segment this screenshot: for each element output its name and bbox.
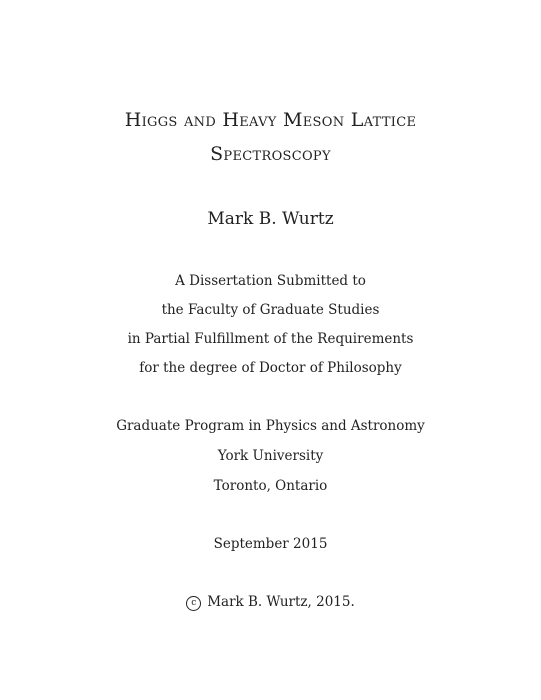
submission-date: September 2015 [213,536,328,552]
thesis-title-line-2: Spectroscopy [210,143,331,165]
university-location: Toronto, Ontario [213,478,328,494]
copyright-icon: c [186,596,201,611]
program-name: Graduate Program in Physics and Astronomy [116,418,425,434]
university-name: York University [217,448,324,464]
copyright-text: Mark B. Wurtz, 2015. [207,594,355,610]
dissertation-line-2: the Faculty of Graduate Studies [161,302,380,318]
thesis-title-line-1: Higgs and Heavy Meson Lattice [124,109,417,131]
dissertation-line-4: for the degree of Doctor of Philosophy [139,360,402,376]
dissertation-line-1: A Dissertation Submitted to [175,273,366,289]
author-name: Mark B. Wurtz [207,209,334,229]
dissertation-line-3: in Partial Fulfillment of the Requirements [127,331,414,347]
copyright-notice [0,596,541,611]
